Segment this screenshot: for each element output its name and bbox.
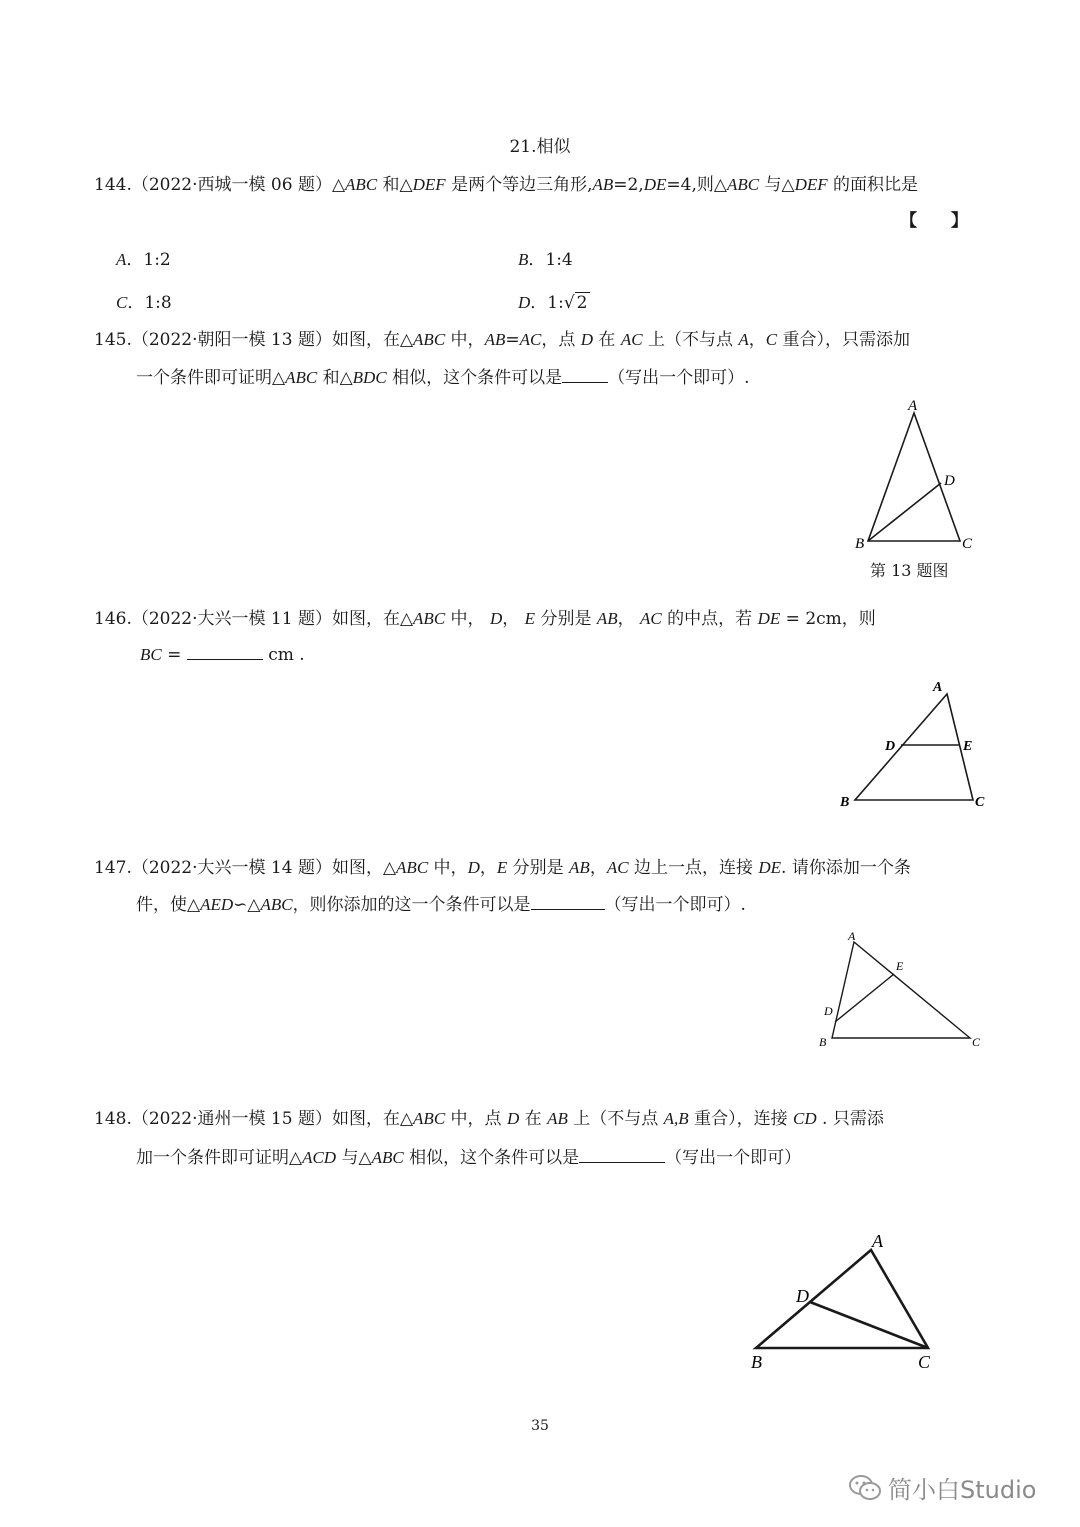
q148-figure: [744, 1228, 944, 1378]
label-b: B: [819, 1035, 827, 1049]
q144-line1: 144.（2022·西城一模 06 题）△ABC 和△DEF 是两个等边三角形,AB=2,DE=4,则△ABC 与△DEF 的面积比是: [94, 175, 919, 195]
label-c: C: [972, 1035, 981, 1049]
page-number: 35: [531, 1418, 549, 1434]
q146-line1: 146.（2022·大兴一模 11 题）如图，在△ABC 中， D， E 分别是 AB， AC 的中点，若 DE = 2cm，则: [94, 609, 876, 629]
segment-de: [835, 974, 894, 1022]
label-d: D: [944, 473, 955, 489]
triangle-abc: [832, 942, 970, 1038]
answer-blank[interactable]: [579, 1146, 665, 1163]
sqrt-symbol: √ 2: [563, 293, 588, 313]
q144-option-a: A．1:2: [116, 250, 171, 270]
q147-line1: 147.（2022·大兴一模 14 题）如图，△ABC 中，D，E 分别是 AB，AC 边上一点，连接 DE. 请你添加一个条: [94, 858, 911, 878]
answer-blank[interactable]: [187, 643, 263, 660]
q147-figure: [812, 926, 992, 1056]
label-e: E: [963, 739, 973, 754]
label-a: A: [872, 1231, 883, 1251]
q148-line1: 148.（2022·通州一模 15 题）如图，在△ABC 中，点 D 在 AB 上（不与点 A,B 重合），连接 CD . 只需添: [94, 1109, 884, 1129]
label-b: B: [840, 795, 850, 810]
label-d: D: [824, 1004, 833, 1018]
label-c: C: [918, 1352, 931, 1372]
wechat-icon: [848, 1473, 882, 1503]
triangle-abc: [855, 694, 973, 800]
q145-figure-caption: 第 13 题图: [870, 561, 949, 580]
q144-option-c: C．1:8: [116, 293, 172, 313]
q146-line2: BC = cm .: [140, 645, 305, 665]
label-e: E: [896, 959, 904, 973]
answer-blank[interactable]: [562, 366, 608, 383]
label-d: D: [796, 1286, 809, 1306]
q147-line2: 件，使△AED∽△ABC，则你添加的这一个条件可以是 （写出一个即可）.: [136, 895, 746, 915]
q148-line2: 加一个条件即可证明△ACD 与△ABC 相似，这个条件可以是 （写出一个即可）: [136, 1148, 802, 1168]
label-a: A: [933, 680, 943, 695]
triangle-abc: [756, 1250, 928, 1348]
watermark-text: 简小白Studio: [888, 1476, 1037, 1504]
label-c: C: [975, 795, 985, 810]
q145-figure: [850, 395, 980, 555]
watermark: [848, 1470, 1036, 1505]
label-b: B: [855, 536, 865, 552]
q144-option-d: D．1:√ 2: [518, 293, 588, 313]
q146-figure: [835, 676, 995, 816]
label-a: A: [908, 398, 918, 414]
segment-cd: [810, 1302, 928, 1348]
label-d: D: [885, 739, 896, 754]
q144-option-b: B．1:4: [518, 250, 573, 270]
answer-blank[interactable]: [531, 893, 605, 910]
q144-answer-bracket: 【 】: [900, 211, 968, 231]
label-b: B: [751, 1352, 762, 1372]
section-title: 21.相似: [509, 137, 571, 157]
q145-line2: 一个条件即可证明△ABC 和△BDC 相似，这个条件可以是 （写出一个即可）.: [136, 368, 750, 388]
q145-line1: 145.（2022·朝阳一模 13 题）如图，在△ABC 中，AB=AC，点 D 在 AC 上（不与点 A，C 重合），只需添加: [94, 330, 911, 350]
label-c: C: [962, 536, 973, 552]
label-a: A: [848, 929, 856, 943]
